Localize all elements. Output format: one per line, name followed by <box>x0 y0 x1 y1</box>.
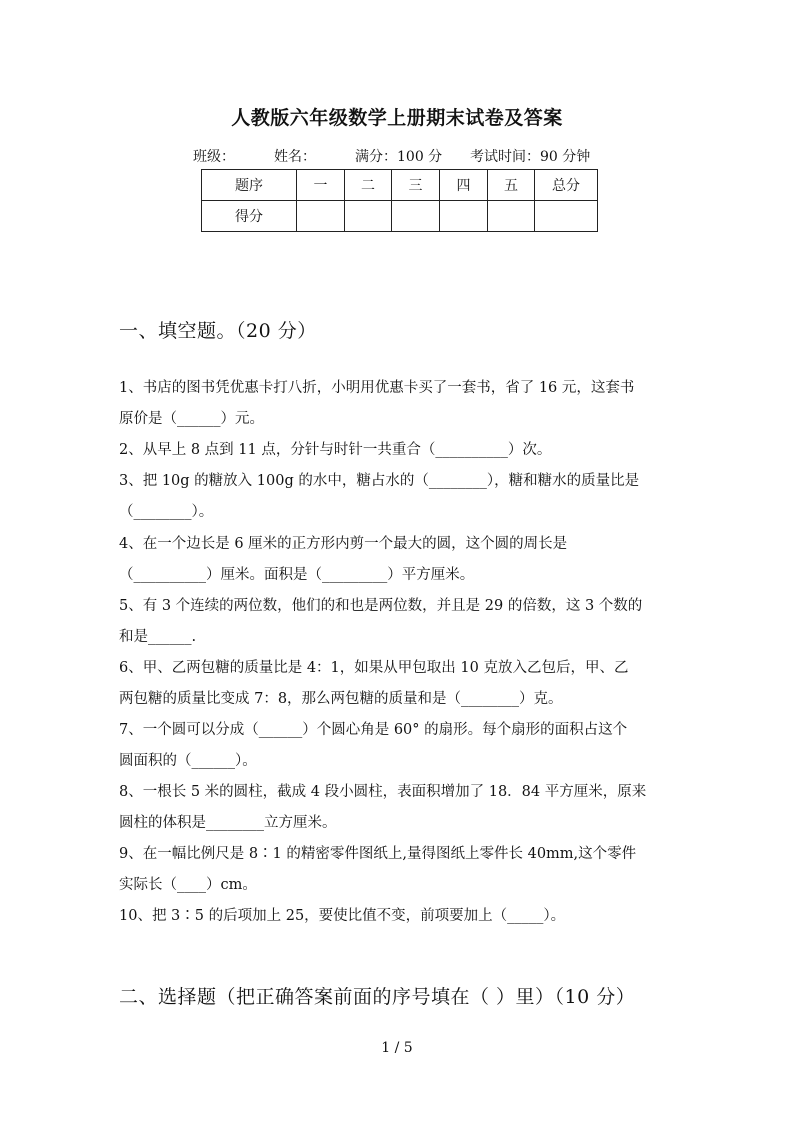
header-cell: 五 <box>488 170 535 201</box>
header-cell: 题序 <box>202 170 297 201</box>
question-line: 两包糖的质量比变成 7：8，那么两包糖的质量和是（________）克。 <box>119 691 563 707</box>
question-line: 圆柱的体积是________立方厘米。 <box>119 815 337 831</box>
score-row-label: 得分 <box>202 201 297 232</box>
score-cell[interactable] <box>488 201 535 232</box>
question-line: 8、一根长 5 米的圆柱，截成 4 段小圆柱，表面积增加了 18．84 平方厘米，原来 <box>119 784 647 800</box>
question-line: 实际长（____）cm。 <box>119 877 257 893</box>
section-heading: 二、选择题（把正确答案前面的序号填在（ ）里）（10 分） <box>119 986 636 1008</box>
question-line: （________）。 <box>119 504 214 520</box>
question-line: 10、把 3∶5 的后项加上 25，要使比值不变，前项要加上（_____）。 <box>119 908 566 924</box>
name-label: 姓名： <box>274 149 316 165</box>
question-line: 2、从早上 8 点到 11 点，分针与时针一共重合（__________）次。 <box>119 442 552 458</box>
question-line: 4、在一个边长是 6 厘米的正方形内剪一个最大的圆，这个圆的周长是 <box>119 536 568 552</box>
class-label: 班级： <box>193 149 235 165</box>
question-line: （__________）厘米。面积是（_________）平方厘米。 <box>119 567 475 583</box>
question-line: 1、书店的图书凭优惠卡打八折，小明用优惠卡买了一套书，省了 16 元，这套书 <box>119 380 635 396</box>
page-title: 人教版六年级数学上册期末试卷及答案 <box>231 107 563 129</box>
score-table-header-row <box>202 170 598 201</box>
question-line: 6、甲、乙两包糖的质量比是 4：1，如果从甲包取出 10 克放入乙包后，甲、乙 <box>119 660 629 676</box>
score-cell[interactable] <box>297 201 345 232</box>
header-cell: 一 <box>297 170 345 201</box>
question-line: 和是______. <box>119 629 197 645</box>
score-cell[interactable] <box>440 201 488 232</box>
score-cell[interactable] <box>535 201 598 232</box>
score-cell[interactable] <box>392 201 440 232</box>
question-line: 3、把 10g 的糖放入 100g 的水中，糖占水的（________），糖和糖水的质量比是 <box>119 473 640 489</box>
score-table <box>201 169 598 232</box>
question-line: 9、在一幅比例尺是 8∶1 的精密零件图纸上,量得图纸上零件长 40mm,这个零件 <box>119 846 637 862</box>
header-cell: 三 <box>392 170 440 201</box>
full-score: 满分：100 分 <box>355 149 443 165</box>
header-cell: 四 <box>440 170 488 201</box>
question-line: 原价是（______）元。 <box>119 411 264 427</box>
score-table-score-row <box>202 201 598 232</box>
section-heading: 一、填空题。（20 分） <box>119 320 317 342</box>
header-cell: 二 <box>345 170 392 201</box>
page-number: 1 / 5 <box>381 1040 413 1056</box>
question-line: 7、一个圆可以分成（______）个圆心角是 60° 的扇形。每个扇形的面积占这个 <box>119 722 628 738</box>
score-cell[interactable] <box>345 201 392 232</box>
exam-time: 考试时间：90 分钟 <box>470 149 591 165</box>
question-line: 圆面积的（______）。 <box>119 753 257 769</box>
question-line: 5、有 3 个连续的两位数，他们的和也是两位数，并且是 29 的倍数，这 3 个数的 <box>119 598 643 614</box>
header-cell: 总分 <box>535 170 598 201</box>
